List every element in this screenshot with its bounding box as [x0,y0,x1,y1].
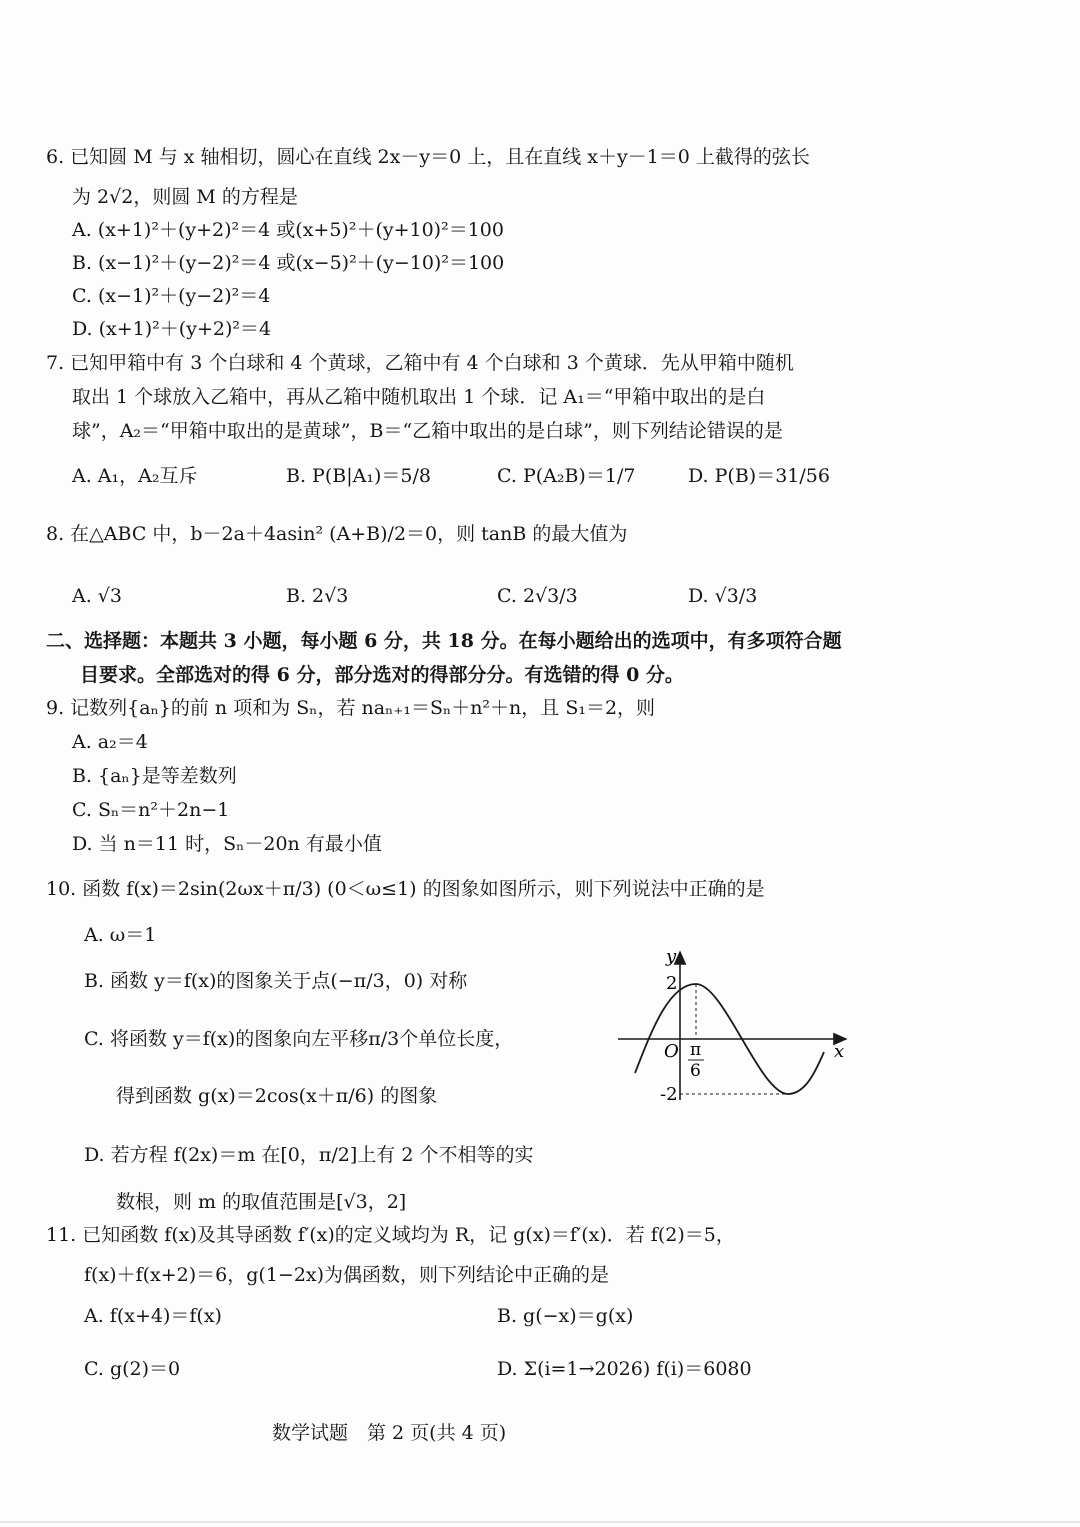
tick-denominator: 6 [690,1061,701,1081]
q10-option-d-line-2: 数根，则 m 的取值范围是[√3，2] [116,1191,407,1213]
q11-option-b: B. g(−x)＝g(x) [497,1305,634,1327]
y-min-label: -2 [660,1084,678,1105]
q10-option-d-line-1: D. 若方程 f(2x)＝m 在[0，π/2]上有 2 个不相等的实 [84,1144,534,1166]
origin-label: O [664,1041,679,1062]
q7-option-a: A. A₁，A₂互斥 [72,465,198,487]
q6-stem-line-2: 为 2√2，则圆 M 的方程是 [72,186,298,208]
tick-numerator: π [690,1040,702,1060]
q11-stem-line-1: 11. 已知函数 f(x)及其导函数 f′(x)的定义域均为 R，记 g(x)＝f′(x)．若 f(2)＝5， [46,1224,735,1246]
q8-option-c: C. 2√3/3 [497,585,578,607]
q6-stem-line-1: 6. 已知圆 M 与 x 轴相切，圆心在直线 2x－y＝0 上，且在直线 x＋y－1＝0 上截得的弦长 [46,146,810,168]
q9-option-a: A. a₂＝4 [72,731,148,753]
y-axis-label: y [666,946,677,967]
q6-option-b: B. (x−1)²＋(y−2)²＝4 或(x−5)²＋(y−10)²＝100 [72,252,505,274]
q7-stem-line-2: 取出 1 个球放入乙箱中，再从乙箱中随机取出 1 个球．记 A₁＝“甲箱中取出的是白 [72,386,766,408]
q6-option-a: A. (x+1)²＋(y+2)²＝4 或(x+5)²＋(y+10)²＝100 [72,219,504,241]
q10-option-c-line-2: 得到函数 g(x)＝2cos(x＋π/6) 的图象 [116,1085,438,1107]
bottom-divider [0,1521,1080,1523]
q11-stem-line-2: f(x)＋f(x+2)＝6，g(1−2x)为偶函数，则下列结论中正确的是 [84,1264,610,1286]
q10-sine-graph [610,940,860,1110]
q9-stem: 9. 记数列{aₙ}的前 n 项和为 Sₙ，若 naₙ₊₁＝Sₙ＋n²＋n，且 S₁＝2，则 [46,697,656,719]
q7-stem-line-3: 球”，A₂＝“甲箱中取出的是黄球”，B＝“乙箱中取出的是白球”，则下列结论错误的是 [72,420,783,442]
q10-option-b: B. 函数 y＝f(x)的图象关于点(−π/3，0) 对称 [84,970,468,992]
q9-option-b: B. {aₙ}是等差数列 [72,765,237,787]
q7-stem-line-1: 7. 已知甲箱中有 3 个白球和 4 个黄球，乙箱中有 4 个白球和 3 个黄球．先从甲箱中随机 [46,352,794,374]
q8-stem: 8. 在△ABC 中，b－2a＋4asin² (A+B)/2＝0，则 tanB 的最大值为 [46,523,628,545]
q6-option-c: C. (x−1)²＋(y−2)²＝4 [72,285,271,307]
q10-stem: 10. 函数 f(x)＝2sin(2ωx＋π/3) (0＜ω≤1) 的图象如图所示，则下列说法中正确的是 [46,878,765,900]
x-axis-label: x [834,1041,845,1062]
q10-option-c-line-1: C. 将函数 y＝f(x)的图象向左平移π/3个单位长度， [84,1028,514,1050]
q7-option-d: D. P(B)＝31/56 [688,465,830,487]
q11-option-c: C. g(2)＝0 [84,1358,181,1380]
q6-option-d: D. (x+1)²＋(y+2)²＝4 [72,318,272,340]
q8-option-a: A. √3 [72,585,122,607]
q7-option-b: B. P(B|A₁)＝5/8 [286,465,431,487]
q9-option-d: D. 当 n＝11 时，Sₙ－20n 有最小值 [72,833,382,855]
q9-option-c: C. Sₙ＝n²＋2n−1 [72,799,230,821]
q8-option-b: B. 2√3 [286,585,349,607]
section2-header-line-2: 目要求。全部选对的得 6 分，部分选对的得部分分。有选错的得 0 分。 [80,664,684,686]
section2-header-line-1: 二、选择题：本题共 3 小题，每小题 6 分，共 18 分。在每小题给出的选项中，有多项符合题 [46,630,842,652]
q7-option-c: C. P(A₂B)＝1/7 [497,465,636,487]
page-footer: 数学试题 第 2 页(共 4 页) [272,1422,507,1444]
q10-option-a: A. ω＝1 [84,924,157,946]
q11-option-d: D. Σ(i=1→2026) f(i)＝6080 [497,1358,752,1380]
q8-option-d: D. √3/3 [688,585,758,607]
y-max-label: 2 [666,973,678,994]
q11-option-a: A. f(x+4)＝f(x) [84,1305,222,1327]
